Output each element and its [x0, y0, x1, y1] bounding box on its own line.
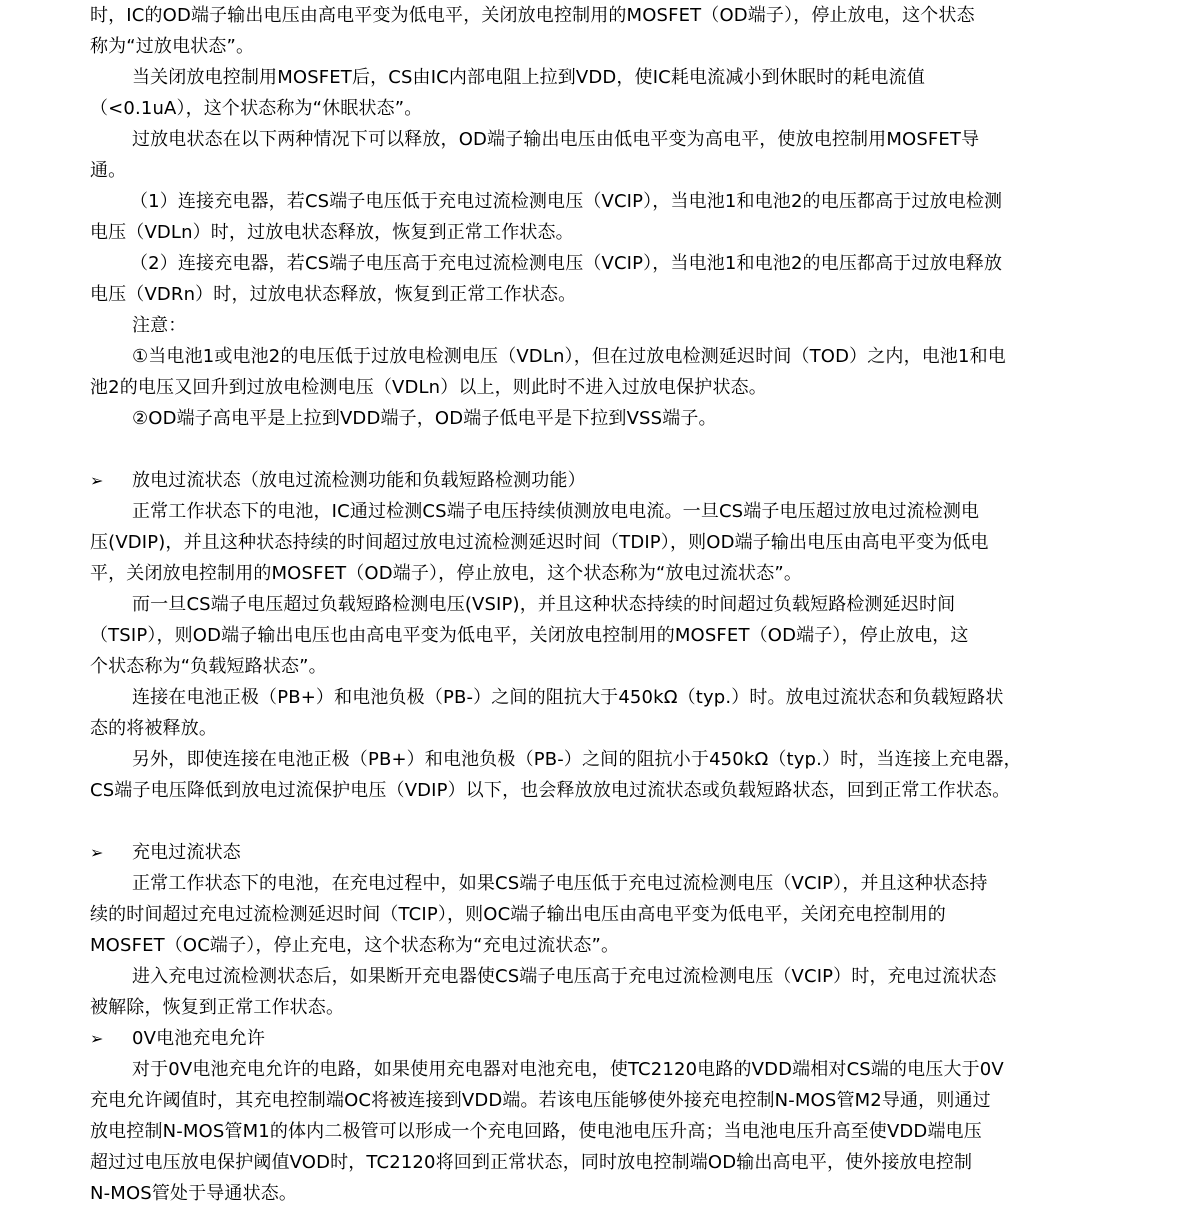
over-discharge-paragraphs [90, 0, 1114, 434]
section-heading [90, 465, 1114, 496]
section-heading-text: 放电过流状态（放电过流检测功能和负载短路检测功能） [132, 470, 586, 491]
text-line: （2）连接充电器，若CS端子电压高于充电过流检测电压（VCIP），当电池1和电池2的电压都高于过放电释放 [130, 253, 1003, 274]
text-line: 称为“过放电状态”。 [90, 36, 255, 57]
text-line: 注意： [132, 315, 187, 336]
text-line: 通。 [90, 160, 127, 181]
section-heading [90, 1023, 1114, 1054]
text-line: 而一旦CS端子电压超过负载短路检测电压(VSIP)，并且这种状态持续的时间超过负载短路检测延迟时间 [132, 594, 956, 615]
section-heading-text: 0V电池充电允许 [132, 1028, 265, 1049]
text-line: 电压（VDLn）时，过放电状态释放，恢复到正常工作状态。 [90, 222, 574, 243]
text-line: 另外，即使连接在电池正极（PB+）和电池负极（PB-）之间的阻抗小于450kΩ（typ.）时，当连接上充电器， [132, 749, 1022, 770]
text-line: 进入充电过流检测状态后，如果断开充电器使CS端子电压高于充电过流检测电压（VCIP）时，充电过流状态 [132, 966, 997, 987]
document-page [90, 0, 1114, 1209]
text-line: 放电控制N-MOS管M1的体内二极管可以形成一个充电回路，使电池电压升高；当电池电压升高至使VDD端电压 [90, 1121, 982, 1142]
text-line: （1）连接充电器，若CS端子电压低于充电过流检测电压（VCIP），当电池1和电池2的电压都高于过放电检测 [130, 191, 1003, 212]
arrow-bullet-icon: ➢ [90, 471, 104, 490]
section-discharge-overcurrent [90, 465, 1114, 806]
text-line: 续的时间超过充电过流检测延迟时间（TCIP），则OC端子输出电压由高电平变为低电平，关闭充电控制用的 [90, 904, 946, 925]
text-line: 连接在电池正极（PB+）和电池负极（PB-）之间的阻抗大于450kΩ（typ.）时。放电过流状态和负载短路状 [132, 687, 1004, 708]
text-line: （TSIP），则OD端子输出电压也由高电平变为低电平，关闭放电控制用的MOSFET（OD端子），停止放电，这 [90, 625, 969, 646]
text-line: ②OD端子高电平是上拉到VDD端子，OD端子低电平是下拉到VSS端子。 [132, 408, 717, 429]
arrow-bullet-icon: ➢ [90, 843, 104, 862]
text-line: 过放电状态在以下两种情况下可以释放，OD端子输出电压由低电平变为高电平，使放电控制用MOSFET导 [132, 129, 980, 150]
arrow-bullet-icon: ➢ [90, 1029, 104, 1048]
text-line: 超过过电压放电保护阈值VOD时，TC2120将回到正常状态，同时放电控制端OD输出高电平，使外接放电控制 [90, 1152, 973, 1173]
text-line: 平，关闭放电控制用的MOSFET（OD端子），停止放电，这个状态称为“放电过流状态”。 [90, 563, 802, 584]
text-line: 当关闭放电控制用MOSFET后，CS由IC内部电阻上拉到VDD，使IC耗电流减小到休眠时的耗电流值 [132, 67, 925, 88]
text-line: 时，IC的OD端子输出电压由高电平变为低电平，关闭放电控制用的MOSFET（OD端子），停止放电，这个状态 [90, 5, 975, 26]
section-heading [90, 837, 1114, 868]
text-line: 对于0V电池充电允许的电路，如果使用充电器对电池充电，使TC2120电路的VDD端相对CS端的电压大于0V [132, 1059, 1004, 1080]
text-line: 个状态称为“负载短路状态”。 [90, 656, 327, 677]
text-line: 正常工作状态下的电池，在充电过程中，如果CS端子电压低于充电过流检测电压（VCIP），并且这种状态持 [132, 873, 988, 894]
text-line: 正常工作状态下的电池，IC通过检测CS端子电压持续侦测放电电流。一旦CS端子电压超过放电过流检测电 [132, 501, 980, 522]
section-charge-overcurrent [90, 837, 1114, 1023]
section-heading-text: 充电过流状态 [132, 842, 241, 863]
paragraph-gap [90, 434, 1114, 465]
section-zero-volt-charge [90, 1023, 1114, 1209]
text-line: 池2的电压又回升到过放电检测电压（VDLn）以上，则此时不进入过放电保护状态。 [90, 377, 767, 398]
text-line: 充电允许阈值时，其充电控制端OC将被连接到VDD端。若该电压能够使外接充电控制N-MOS管M2导通，则通过 [90, 1090, 991, 1111]
text-line: N-MOS管处于导通状态。 [90, 1183, 298, 1204]
text-line: 态的将被释放。 [90, 718, 218, 739]
text-line: 电压（VDRn）时，过放电状态释放，恢复到正常工作状态。 [90, 284, 577, 305]
text-line: CS端子电压降低到放电过流保护电压（VDIP）以下，也会释放放电过流状态或负载短路状态，回到正常工作状态。 [90, 780, 1011, 801]
text-line: （<0.1uA），这个状态称为“休眠状态”。 [90, 98, 423, 119]
text-line: 被解除，恢复到正常工作状态。 [90, 997, 345, 1018]
text-line: MOSFET（OC端子），停止充电，这个状态称为“充电过流状态”。 [90, 935, 620, 956]
text-line: ①当电池1或电池2的电压低于过放电检测电压（VDLn），但在过放电检测延迟时间（TOD）之内，电池1和电 [132, 346, 1006, 367]
paragraph-gap [90, 806, 1114, 837]
text-line: 压(VDIP)，并且这种状态持续的时间超过放电过流检测延迟时间（TDIP），则OD端子输出电压由高电平变为低电 [90, 532, 989, 553]
